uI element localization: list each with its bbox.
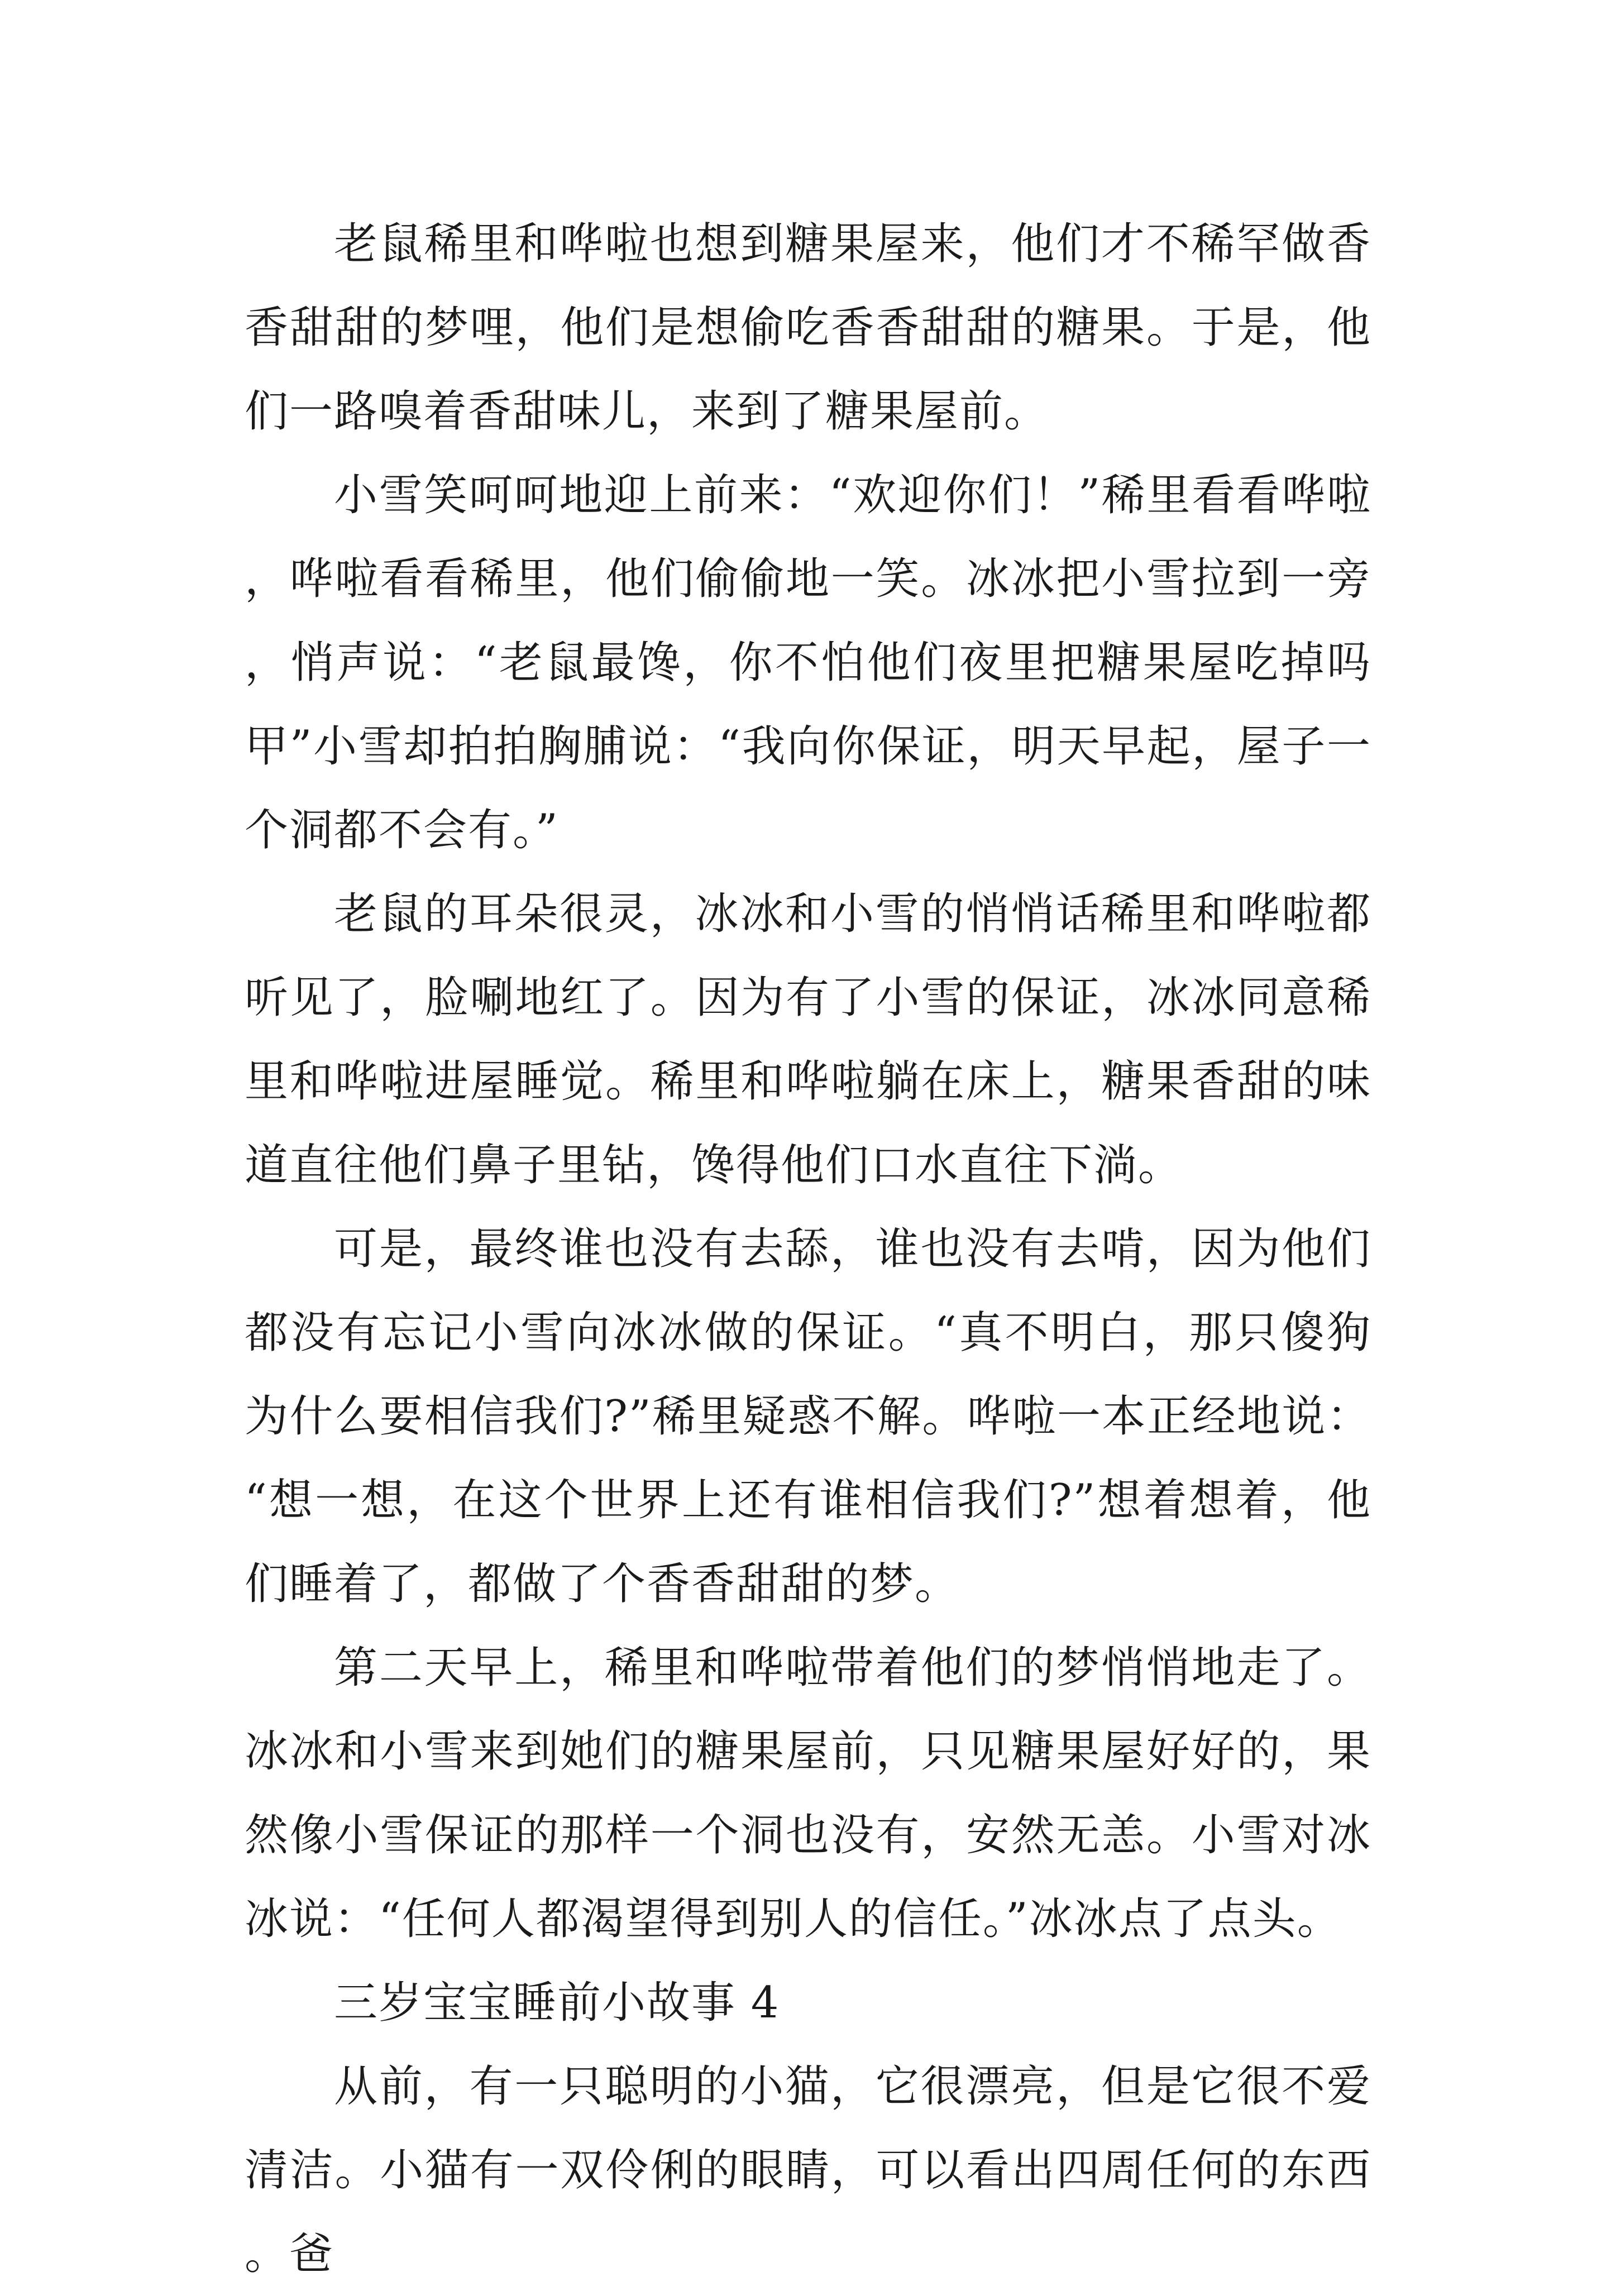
story-heading: 三岁宝宝睡前小故事 4 — [334, 1978, 780, 2028]
paragraph-5: 第二天早上，稀里和哗啦带着他们的梦悄悄地走了。冰冰和小雪来到她们的糖果屋前，只见糖果屋好好的，果然像小雪保证的那样一个洞也没有，安然无恙。小雪对冰冰说：“任何人都渴望得到别人的信任。”冰冰点了点头。 — [245, 1643, 1371, 1944]
document-body — [245, 202, 1371, 2296]
paragraph-6: 从前，有一只聪明的小猫，它很漂亮，但是它很不爱清洁。小猫有一双伶俐的眼睛，可以看出四周任何的东西。爸 — [245, 2061, 1371, 2279]
paragraph-4: 可是，最终谁也没有去舔，谁也没有去啃，因为他们都没有忘记小雪向冰冰做的保证。“真不明白，那只傻狗为什么要相信我们?”稀里疑惑不解。哗啦一本正经地说：“想一想，在这个世界上还有谁相信我们?”想着想着，他们睡着了，都做了个香香甜甜的梦。 — [245, 1224, 1371, 1609]
paragraph-2: 小雪笑呵呵地迎上前来：“欢迎你们！”稀里看看哗啦，哗啦看看稀里，他们偷偷地一笑。冰冰把小雪拉到一旁，悄声说：“老鼠最馋，你不怕他们夜里把糖果屋吃掉吗甲”小雪却拍拍胸脯说：“我向你保证，明天早起，屋子一个洞都不会有。” — [245, 470, 1371, 855]
paragraph-1: 老鼠稀里和哗啦也想到糖果屋来，他们才不稀罕做香香甜甜的梦哩，他们是想偷吃香香甜甜的糖果。于是，他们一路嗅着香甜味儿，来到了糖果屋前。 — [245, 219, 1371, 437]
paragraph-3: 老鼠的耳朵很灵，冰冰和小雪的悄悄话稀里和哗啦都听见了，脸唰地红了。因为有了小雪的保证，冰冰同意稀里和哗啦进屋睡觉。稀里和哗啦躺在床上，糖果香甜的味道直往他们鼻子里钻，馋得他们口水直往下淌。 — [245, 889, 1371, 1190]
